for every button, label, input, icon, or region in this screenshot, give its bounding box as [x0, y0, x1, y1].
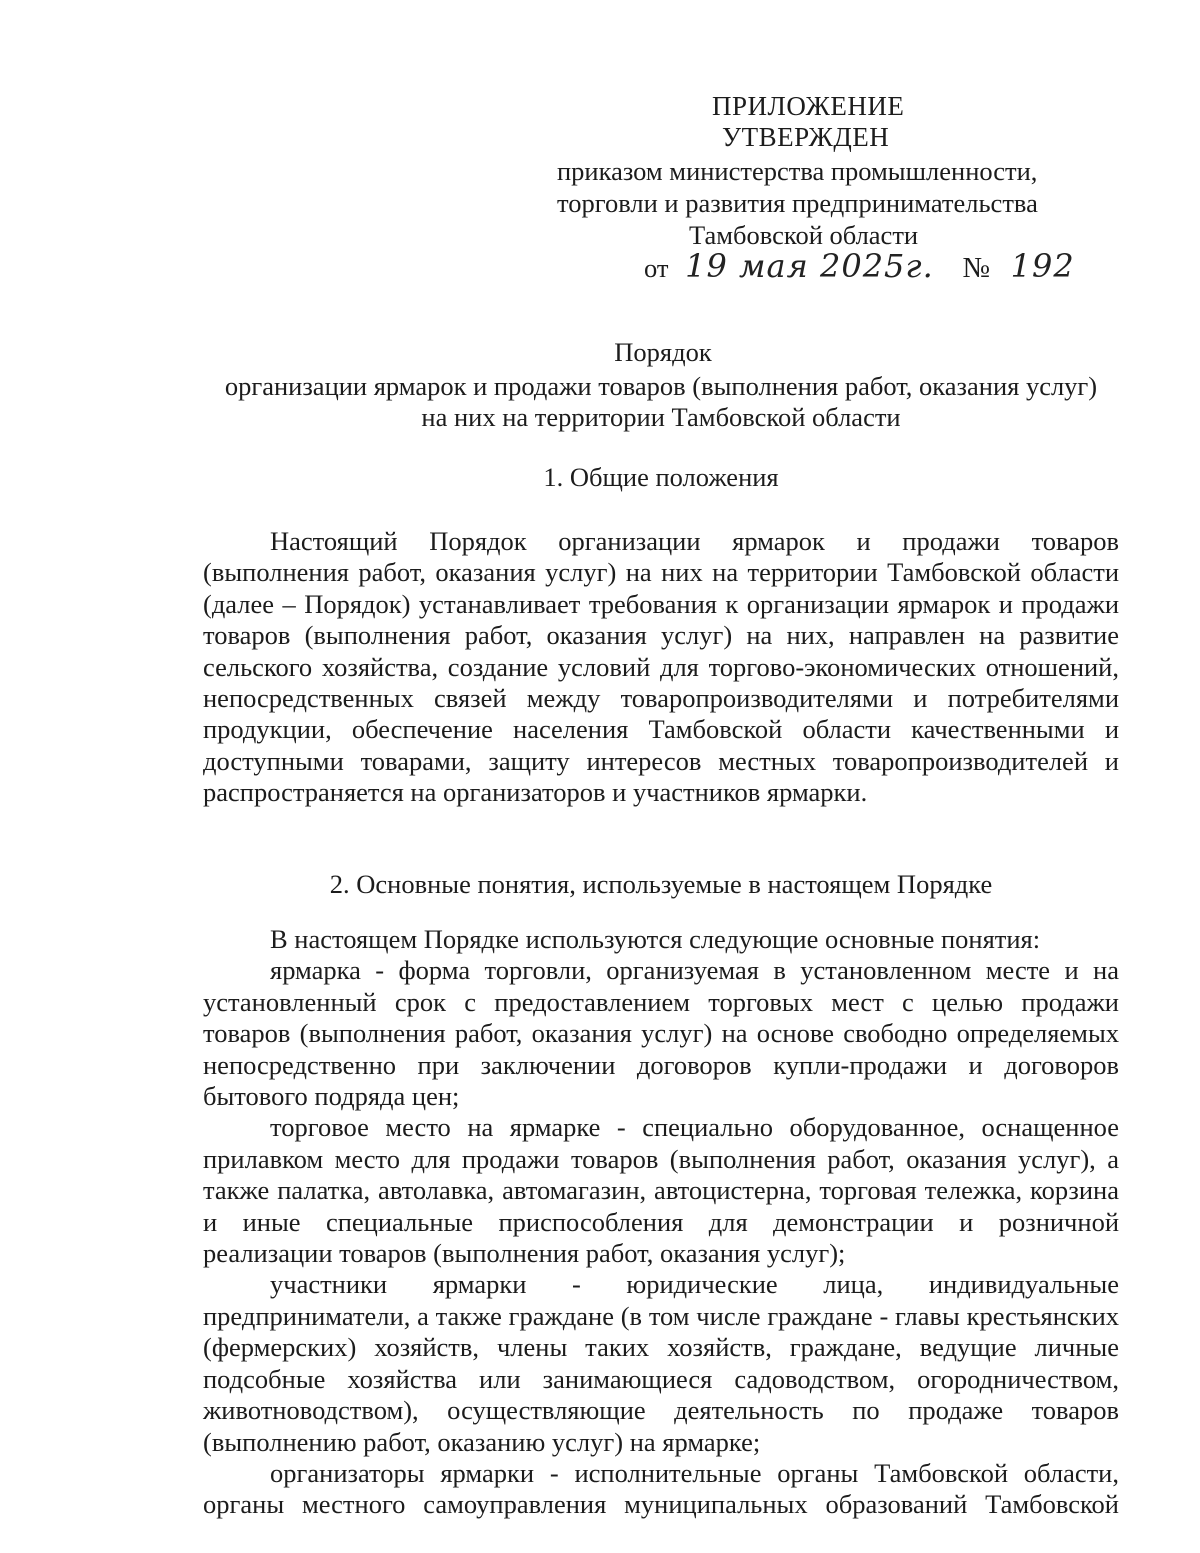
handwritten-date: 19 мая 2025г.	[685, 247, 934, 285]
appendix-label: ПРИЛОЖЕНИЕ	[712, 91, 905, 121]
title-line-2: организации ярмарок и продажи товаров (выполнения работ, оказания услуг)	[224, 371, 1098, 401]
section-1-heading: 1. Общие положения	[543, 462, 779, 492]
order-line-3: Тамбовской области	[689, 220, 919, 250]
approved-label: УТВЕРЖДЕН	[722, 122, 890, 152]
date-prefix: от	[644, 253, 669, 283]
section-2-intro: В настоящем Порядке используются следующие основные понятия:	[270, 924, 1041, 954]
section-2-heading: 2. Основные понятия, используемые в настоящем Порядке	[329, 869, 993, 899]
title-word: Порядок	[614, 337, 712, 367]
section-1-paragraph: Настоящий Порядок организации ярмарок и продажи товаров (выполнения работ, оказания услуг) на них на территории Тамбовской области (далее – Порядок) устанавливает требования к организации ярмарок и продажи товаров (выполнения работ, оказания услуг) на них, направлен на развитие сельского хозяйства, создание условий для торгово-экономических отношений, непосредственных связей между товаропроизводителями и потребителями продукции, обеспечение населения Тамбовской области качественными и доступными товарами, защиту интересов местных товаропроизводителей и распространяется на организаторов и участников ярмарки.	[203, 526, 1119, 808]
order-date-line	[644, 247, 1075, 285]
number-sign: №	[962, 252, 991, 284]
definition-item: организаторы ярмарки - исполнительные органы Тамбовской области, органы местного самоуправления муниципальных образований Тамбовской	[203, 1457, 1119, 1520]
handwritten-number: 192	[1010, 247, 1075, 285]
order-line-2: торговли и развития предпринимательства	[557, 188, 1038, 218]
definition-item: торговое место на ярмарке - специально оборудованное, оснащенное прилавком место для продажи товаров (выполнения работ, оказания услуг), а также палатка, автолавка, автомагазин, автоцистерна, торговая тележка, корзина и иные специальные приспособления для демонстрации и розничной реализации товаров (выполнения работ, оказания услуг);	[203, 1112, 1119, 1269]
section-2-body	[203, 924, 1119, 1521]
definition-item: ярмарка - форма торговли, организуемая в установленном месте и на установленный срок с предоставлением торговых мест с целью продажи товаров (выполнения работ, оказания услуг) на основе свободно определяемых непосредственно при заключении договоров купли-продажи и договоров бытового подряда цен;	[203, 955, 1119, 1112]
definition-item: участники ярмарки - юридические лица, индивидуальные предприниматели, а также граждане (в том числе граждане - главы крестьянских (фермерских) хозяйств, члены таких хозяйств, граждане, ведущие личные подсобные хозяйства или занимающиеся садоводством, огородничеством, животноводством), осуществляющие деятельность по продаже товаров (выполнению работ, оказанию услуг) на ярмарке;	[203, 1269, 1119, 1457]
document-title	[203, 337, 1119, 433]
order-line-1: приказом министерства промышленности,	[557, 156, 1038, 186]
title-line-3: на них на территории Тамбовской области	[421, 402, 901, 432]
